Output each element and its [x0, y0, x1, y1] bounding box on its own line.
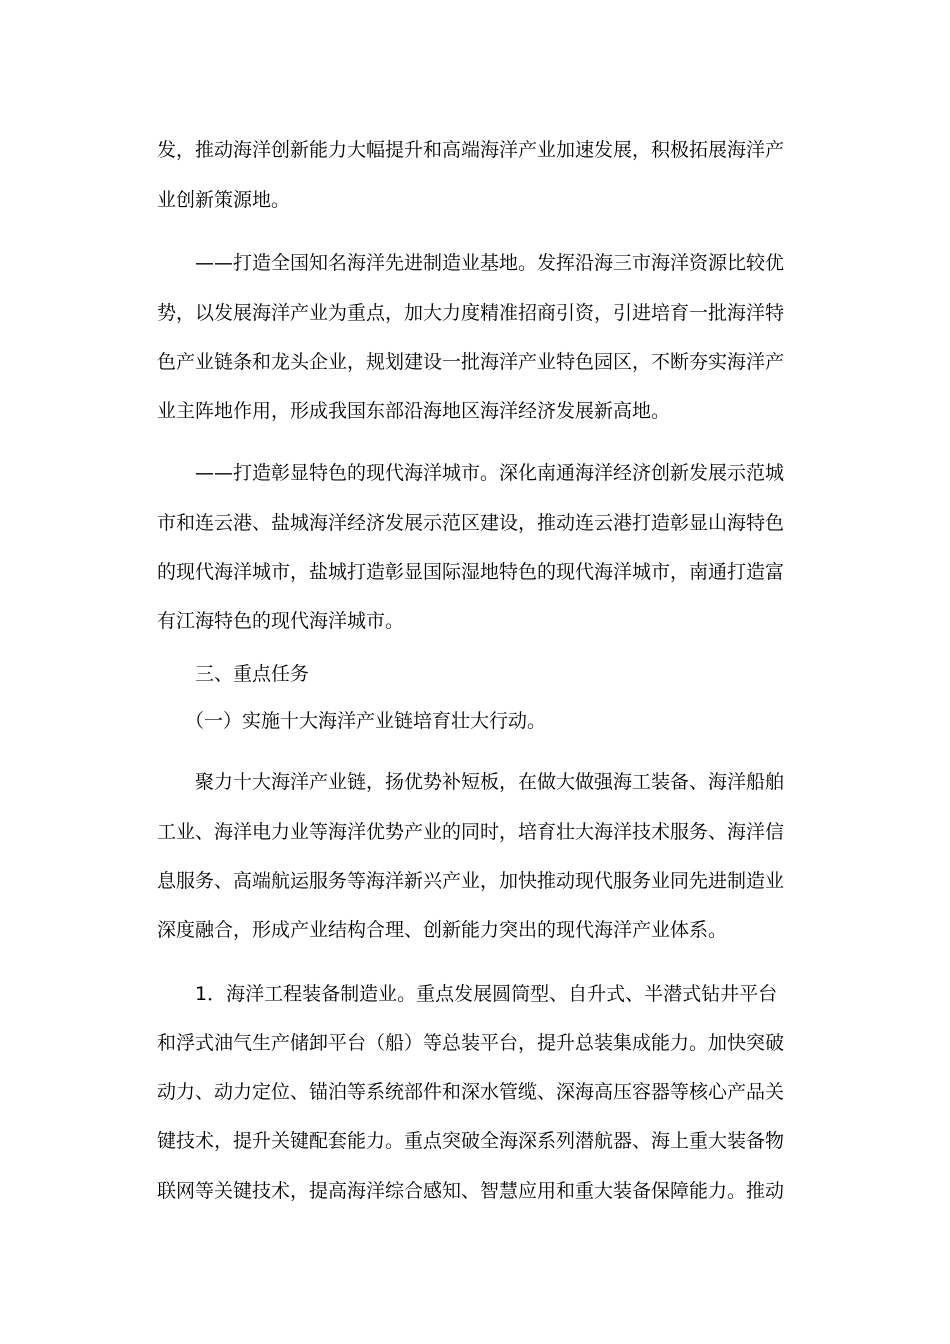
line-text: 市和连云港、盐城海洋经济发展示范区建设，推动连云港打造彰显山海特色 — [157, 512, 785, 534]
text-line — [0, 185, 950, 215]
line-text: 势，以发展海洋产业为重点，加大力度精准招商引资，引进培育一批海洋特 — [157, 302, 785, 324]
text-line — [0, 298, 950, 328]
text-line — [0, 458, 950, 488]
text-line — [0, 396, 950, 426]
text-line — [0, 866, 950, 896]
line-text: 业创新策源地。 — [157, 189, 291, 211]
line-text: 三、重点任务 — [195, 663, 310, 685]
text-line — [0, 915, 950, 945]
line-text: 业主阵地作用，形成我国东部沿海地区海洋经济发展新高地。 — [157, 400, 671, 422]
subsection-heading — [0, 706, 950, 736]
line-text: 1．海洋工程装备制造业。重点发展圆筒型、自升式、半潜式钻井平台 — [195, 983, 778, 1005]
line-text: 和浮式油气生产储卸平台（船）等总装平台，提升总装集成能力。加快突破 — [157, 1032, 785, 1054]
line-text: 深度融合，形成产业结构合理、创新能力突出的现代海洋产业体系。 — [157, 919, 728, 941]
line-text: 息服务、高端航运服务等海洋新兴产业，加快推动现代服务业同先进制造业 — [157, 870, 785, 892]
text-line — [0, 1077, 950, 1107]
text-line — [0, 767, 950, 797]
text-line — [0, 606, 950, 636]
line-text: 动力、动力定位、锚泊等系统部件和深水管缆、深海高压容器等核心产品关 — [157, 1081, 785, 1103]
text-line — [0, 248, 950, 278]
line-text: 色产业链条和龙头企业，规划建设一批海洋产业特色园区，不断夯实海洋产 — [157, 351, 785, 373]
text-line — [0, 347, 950, 377]
line-text: （一）实施十大海洋产业链培育壮大行动。 — [185, 710, 547, 732]
text-line — [0, 1028, 950, 1058]
line-text: ——打造全国知名海洋先进制造业基地。发挥沿海三市海洋资源比较优 — [195, 252, 785, 274]
line-text: 聚力十大海洋产业链，扬优势补短板，在做大做强海工装备、海洋船舶 — [195, 771, 785, 793]
line-text: 发，推动海洋创新能力大幅提升和高端海洋产业加速发展，积极拓展海洋产 — [157, 139, 785, 161]
line-text: 工业、海洋电力业等海洋优势产业的同时，培育壮大海洋技术服务、海洋信 — [157, 821, 785, 843]
text-line — [0, 979, 950, 1009]
text-line — [0, 135, 950, 165]
line-text: 有江海特色的现代海洋城市。 — [157, 610, 405, 632]
line-text: 联网等关键技术，提高海洋综合感知、智慧应用和重大装备保障能力。推动 — [157, 1180, 785, 1202]
text-line — [0, 817, 950, 847]
line-text: 键技术，提升关键配套能力。重点突破全海深系列潜航器、海上重大装备物 — [157, 1130, 785, 1152]
text-line — [0, 508, 950, 538]
text-line — [0, 1126, 950, 1156]
text-line — [0, 557, 950, 587]
line-text: 的现代海洋城市，盐城打造彰显国际湿地特色的现代海洋城市，南通打造富 — [157, 561, 785, 583]
text-line — [0, 1176, 950, 1206]
line-text: ——打造彰显特色的现代海洋城市。深化南通海洋经济创新发展示范城 — [195, 462, 785, 484]
section-heading — [0, 659, 950, 689]
